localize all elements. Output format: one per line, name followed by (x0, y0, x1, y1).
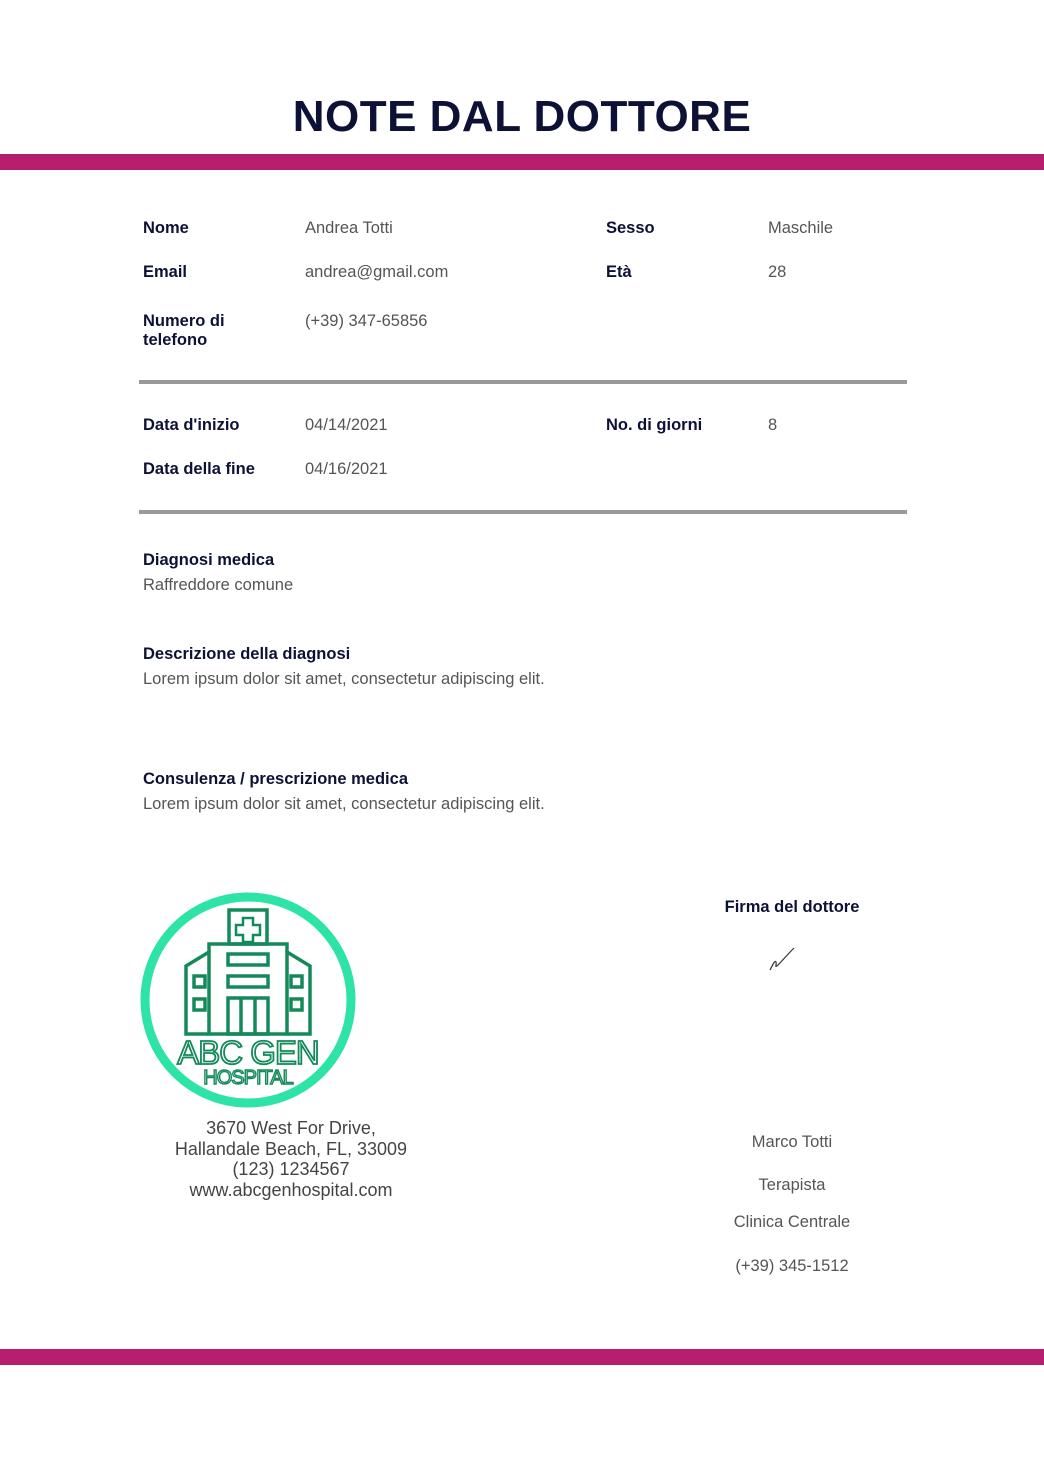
logo-text-line2: HOSPITAL (203, 1067, 293, 1089)
hospital-phone: (123) 1234567 (232, 1159, 350, 1179)
prescription-label: Consulenza / prescrizione medica (143, 770, 408, 788)
diagnosis-label: Diagnosi medica (143, 551, 275, 569)
age-label: Età (606, 263, 632, 281)
doctor-role: Terapista (758, 1176, 826, 1194)
end-date-label: Data della fine (143, 460, 255, 478)
name-value: Andrea Totti (305, 219, 393, 237)
hospital-logo (139, 890, 357, 1110)
start-date-value: 04/14/2021 (305, 416, 388, 434)
name-label: Nome (143, 219, 189, 237)
days-label: No. di giorni (606, 416, 703, 434)
age-value: 28 (768, 263, 787, 281)
sex-value: Maschile (768, 219, 834, 237)
email-label: Email (143, 263, 188, 281)
end-date-value: 04/16/2021 (305, 460, 388, 478)
description-label: Descrizione della diagnosi (143, 645, 351, 663)
description-value: Lorem ipsum dolor sit amet, consectetur adipiscing elit. (143, 670, 545, 688)
email-value: andrea@gmail.com (305, 263, 449, 281)
divider (139, 380, 907, 384)
signature-mark (764, 942, 800, 976)
page-title: NOTE DAL DOTTORE (292, 92, 752, 141)
sex-label: Sesso (606, 219, 655, 237)
phone-label: Numero di telefono (143, 312, 225, 349)
doctor-clinic: Clinica Centrale (733, 1213, 851, 1231)
days-value: 8 (768, 416, 778, 434)
start-date-label: Data d'inizio (143, 416, 240, 434)
divider (139, 510, 907, 514)
top-accent-band (0, 154, 1044, 170)
prescription-value: Lorem ipsum dolor sit amet, consectetur adipiscing elit. (143, 795, 545, 813)
doctor-name: Marco Totti (751, 1133, 833, 1151)
hospital-website: www.abcgenhospital.com (189, 1179, 393, 1200)
diagnosis-value: Raffreddore comune (143, 576, 294, 594)
phone-value: (+39) 347-65856 (305, 312, 428, 330)
logo-text-line1: ABC GEN (177, 1034, 319, 1071)
address-line1: 3670 West For Drive, (206, 1118, 376, 1138)
hospital-address-block (140, 1118, 442, 1200)
doctor-phone: (+39) 345-1512 (735, 1257, 849, 1275)
address-line2: Hallandale Beach, FL, 33009 (174, 1138, 408, 1159)
signature-label: Firma del dottore (724, 898, 860, 916)
bottom-accent-band (0, 1349, 1044, 1365)
